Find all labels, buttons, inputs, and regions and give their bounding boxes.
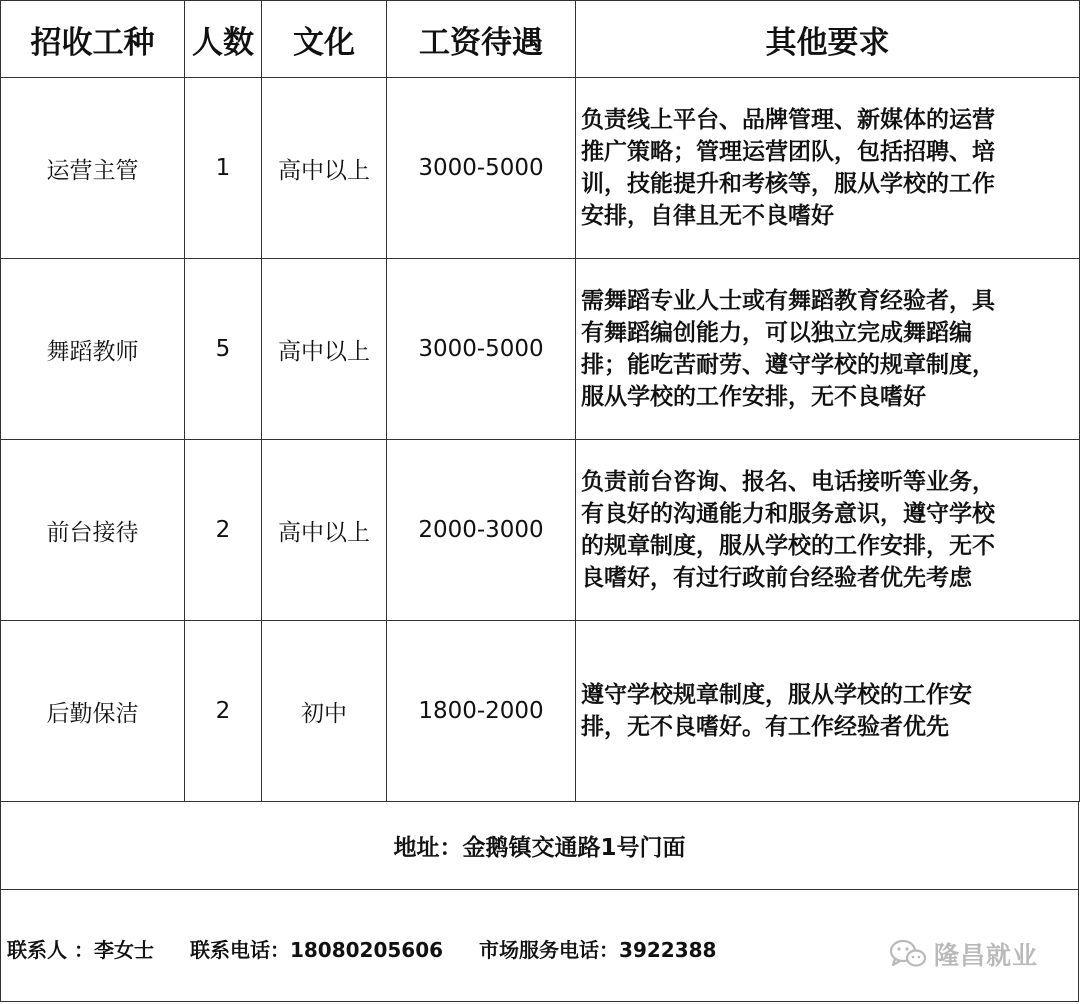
requirement-line: 需舞蹈专业人士或有舞蹈教育经验者，具 [581,288,995,314]
brand-name: 隆昌就业 [934,941,1039,970]
address-text: 地址：金鹅镇交通路1号门面 [393,835,686,861]
requirement-line: 服从学校的工作安排，无不良嗜好 [581,384,926,410]
contact-person: 联系人 ：李女士 [7,938,154,962]
count-cell: 5 [185,259,262,440]
education-cell: 初中 [262,621,387,802]
requirements-cell [576,440,1080,621]
salary-cell: 1800-2000 [387,621,576,802]
brand-watermark [888,936,1038,972]
requirement-line: 遵守学校规章制度，服从学校的工作安 [581,682,972,708]
job-cell: 后勤保洁 [1,621,185,802]
table-row [1,259,1080,440]
header-education: 文化 [262,1,387,78]
salary-cell: 3000-5000 [387,78,576,259]
requirement-line: 负责线上平台、品牌管理、新媒体的运营 [581,107,995,133]
requirement-line: 排，无不良嗜好。有工作经验者优先 [581,714,949,740]
requirement-line: 有舞蹈编创能力，可以独立完成舞蹈编 [581,320,972,346]
salary-cell: 3000-5000 [387,259,576,440]
header-count: 人数 [185,1,262,78]
header-requirements: 其他要求 [576,1,1080,78]
education-cell: 高中以上 [262,259,387,440]
table-row [1,78,1080,259]
education-cell: 高中以上 [262,440,387,621]
address-bar [0,802,1079,890]
requirement-line: 良嗜好，有过行政前台经验者优先考虑 [581,565,972,591]
count-cell: 2 [185,621,262,802]
requirement-line: 训，技能提升和考核等，服从学校的工作 [581,171,995,197]
requirements-cell [576,78,1080,259]
salary-cell: 2000-3000 [387,440,576,621]
requirement-line: 负责前台咨询、报名、电话接听等业务， [581,469,995,495]
header-salary: 工资待遇 [387,1,576,78]
header-job: 招收工种 [1,1,185,78]
table-row [1,621,1080,802]
requirement-line: 有良好的沟通能力和服务意识，遵守学校 [581,501,995,527]
count-cell: 1 [185,78,262,259]
table-row [1,440,1080,621]
contact-phone: 联系电话：18080205606 [189,938,444,962]
job-cell: 前台接待 [1,440,185,621]
market-phone: 市场服务电话：3922388 [479,938,717,962]
education-cell: 高中以上 [262,78,387,259]
job-cell: 运营主管 [1,78,185,259]
requirement-line: 排；能吃苦耐劳、遵守学校的规章制度， [581,352,995,378]
count-cell: 2 [185,440,262,621]
requirement-line: 的规章制度，服从学校的工作安排，无不 [581,533,995,559]
requirement-line: 安排，自律且无不良嗜好 [581,203,834,229]
wechat-icon [888,938,928,970]
header-row [1,1,1080,78]
job-cell: 舞蹈教师 [1,259,185,440]
requirement-line: 推广策略；管理运营团队，包括招聘、培 [581,139,995,165]
requirements-cell [576,621,1080,802]
requirements-cell [576,259,1080,440]
contact-line [7,934,752,963]
